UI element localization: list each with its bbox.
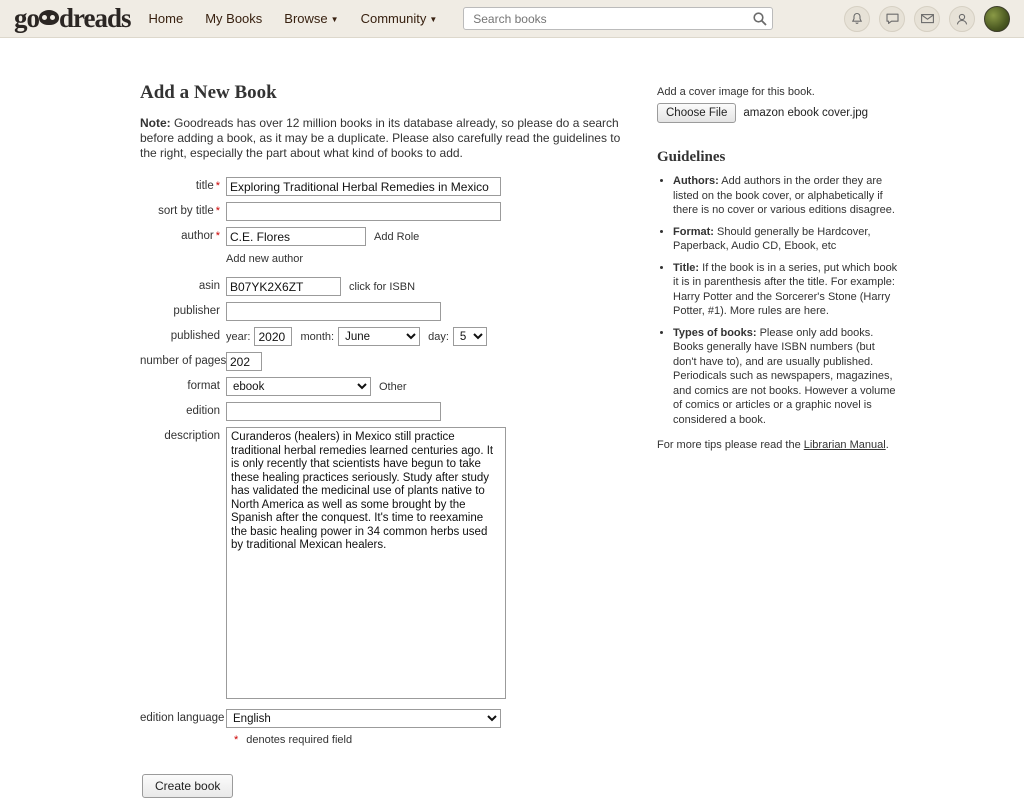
list-item: [673, 225, 900, 254]
form-row-number-of-pages: [140, 352, 640, 371]
form-row-format: [140, 377, 640, 396]
logo-text-left: go: [14, 3, 39, 33]
asin-input[interactable]: [226, 277, 341, 296]
month-select[interactable]: [338, 327, 420, 346]
click-for-isbn-link[interactable]: click for ISBN: [349, 280, 416, 293]
edition-language-select[interactable]: [226, 709, 501, 728]
form-row-edition: [140, 402, 640, 421]
logo-text-right: dreads: [59, 3, 131, 33]
publisher-label: [140, 302, 226, 317]
sort-by-title-label-text: sort by title: [158, 205, 214, 217]
guidelines-list: [657, 174, 900, 427]
year-label: year:: [226, 330, 251, 343]
add-book-form-column: [140, 82, 640, 798]
tips-prefix: For more tips please read the: [657, 439, 804, 451]
form-row-edition-language: [140, 709, 640, 728]
note-label: Note:: [140, 116, 171, 130]
month-label: month:: [300, 330, 335, 343]
number-of-pages-input[interactable]: [226, 352, 262, 371]
sort-by-title-label: [140, 202, 226, 217]
nav-item-community[interactable]: [361, 11, 438, 26]
title-label: [140, 177, 226, 192]
skull-icon: [38, 9, 60, 29]
nav-item-home[interactable]: [149, 11, 184, 26]
envelope-icon[interactable]: [914, 6, 940, 32]
form-row-title: [140, 177, 640, 196]
avatar[interactable]: [984, 6, 1010, 32]
description-label-text: description: [164, 430, 220, 442]
form-row-author: [140, 227, 640, 246]
nav-item-browse-label: Browse: [284, 11, 328, 26]
guideline-term: Format:: [673, 225, 714, 238]
day-select[interactable]: [453, 327, 487, 346]
format-other-label: Other: [379, 380, 407, 393]
search-icon[interactable]: [752, 11, 768, 27]
form-row-sort-by-title: [140, 202, 640, 221]
description-textarea[interactable]: [226, 427, 506, 699]
published-label-text: published: [170, 330, 220, 342]
goodreads-logo[interactable]: [14, 5, 131, 32]
page-body: [0, 38, 1024, 793]
required-marker: *: [215, 180, 220, 192]
guideline-text: If the book is in a series, put which book it is in parenthesis after the title. For example: Harry Potter and the Sorcerer's Stone (Harry Potter, #1). More rules are here.: [673, 261, 898, 317]
cover-file-row: [657, 103, 907, 123]
number-of-pages-label-text: number of pages: [140, 355, 227, 367]
page-title: Add a New Book: [140, 82, 277, 103]
cover-image-note: Add a cover image for this book.: [657, 86, 815, 98]
choose-file-button[interactable]: Choose File: [657, 103, 736, 123]
asin-label-text: asin: [198, 280, 220, 292]
note-body: Goodreads has over 12 million books in its database already, so please do a search before adding a book, as it may be a duplicate. Please also carefully read the guidelines to the right, especially the part about what kind of books to add.: [140, 116, 621, 160]
bell-icon[interactable]: [844, 6, 870, 32]
required-marker: *: [234, 734, 239, 746]
guideline-term: Title:: [673, 261, 700, 274]
author-label: [140, 227, 226, 242]
day-label: day:: [428, 330, 449, 343]
form-row-publisher: [140, 302, 640, 321]
edition-label-text: edition: [186, 405, 220, 417]
spacer-label: [140, 252, 226, 255]
asin-label: [140, 277, 226, 292]
more-tips-text: [657, 439, 900, 451]
format-label: [140, 377, 226, 392]
sort-by-title-input[interactable]: [226, 202, 501, 221]
guidelines-heading: Guidelines: [657, 149, 726, 165]
edition-input[interactable]: [226, 402, 441, 421]
number-of-pages-label: [140, 352, 226, 367]
tips-suffix: .: [885, 439, 889, 451]
add-new-author-link[interactable]: Add new author: [226, 253, 304, 265]
add-role-link[interactable]: Add Role: [374, 230, 420, 243]
form-row-add-new-author: [140, 252, 640, 271]
author-label-text: author: [181, 230, 214, 242]
nav-item-browse[interactable]: [284, 11, 338, 26]
chosen-file-name: amazon ebook cover.jpg: [743, 107, 869, 119]
nav-item-my-books-label: My Books: [205, 11, 263, 26]
guidelines-column: [657, 86, 907, 451]
format-select[interactable]: [226, 377, 371, 396]
nav-item-home-label: Home: [148, 11, 184, 26]
edition-language-label-text: edition language: [140, 712, 225, 724]
guideline-term: Authors:: [673, 175, 719, 187]
search-box[interactable]: [463, 7, 773, 30]
description-label: [140, 427, 226, 442]
published-label: [140, 327, 226, 342]
guideline-text: Please only add books. Books generally have ISBN numbers (but don't have to), and are usually published. Periodicals such as newspapers, magazines, and comics are not books. However a volume of comics or articles or a graphic novel is considered a book.: [673, 326, 896, 426]
guideline-term: Types of books:: [673, 326, 757, 339]
nav-icon-group: [844, 6, 1010, 32]
required-field-note-text: denotes required field: [246, 734, 353, 746]
form-row-asin: [140, 277, 640, 296]
book-form: [140, 177, 640, 798]
required-marker: *: [215, 205, 220, 217]
publisher-label-text: publisher: [173, 305, 220, 317]
nav-item-my-books[interactable]: [205, 11, 262, 26]
nav-item-community-label: Community: [360, 11, 427, 26]
chevron-down-icon: ▼: [429, 15, 438, 24]
title-input[interactable]: [226, 177, 501, 196]
format-label-text: format: [187, 380, 220, 392]
librarian-manual-link[interactable]: Librarian Manual: [803, 439, 886, 451]
required-marker: *: [215, 230, 220, 242]
required-field-note: [232, 734, 640, 746]
list-item: [673, 174, 900, 218]
publisher-input[interactable]: [226, 302, 441, 321]
guideline-text: Should generally be Hardcover, Paperback, Audio CD, Ebook, etc: [673, 225, 871, 252]
guideline-text: Add authors in the order they are listed on the book cover, or alphabetically if there is no cover or various editions disagree.: [673, 175, 895, 216]
person-icon[interactable]: [949, 6, 975, 32]
search-input[interactable]: [471, 11, 752, 27]
top-navigation-bar: [0, 0, 1024, 38]
year-input[interactable]: [254, 327, 292, 346]
edition-label: [140, 402, 226, 417]
title-label-text: title: [195, 180, 214, 192]
edition-language-label: [140, 709, 226, 724]
author-input[interactable]: [226, 227, 366, 246]
comment-icon[interactable]: [879, 6, 905, 32]
create-book-button[interactable]: Create book: [142, 774, 233, 798]
list-item: [673, 261, 900, 319]
form-row-description: [140, 427, 640, 699]
form-row-published: [140, 327, 640, 346]
list-item: [673, 326, 900, 428]
note-text: [140, 116, 630, 161]
chevron-down-icon: ▼: [330, 15, 339, 24]
